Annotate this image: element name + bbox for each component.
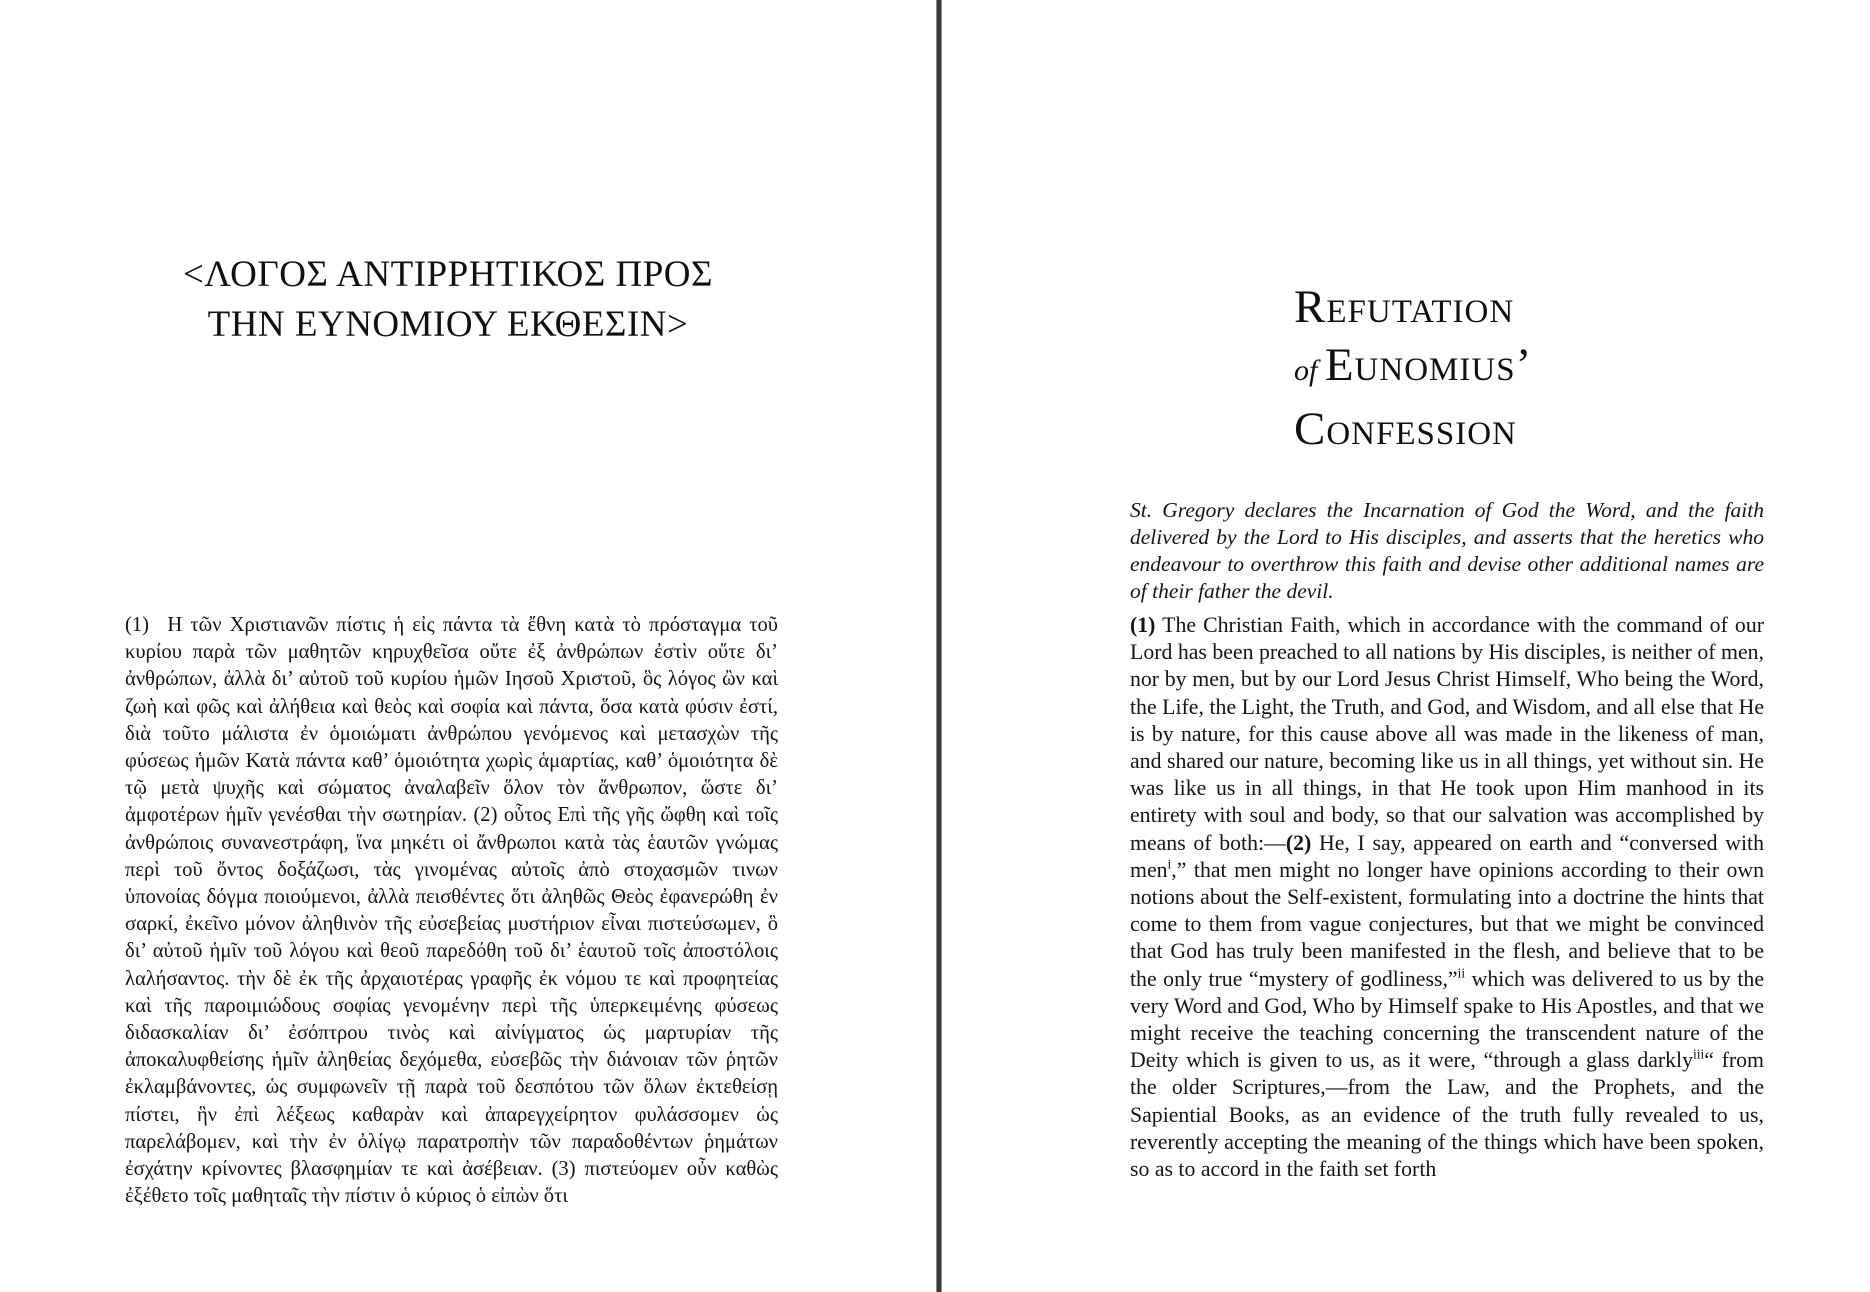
footnote-ref-ii: ii	[1457, 965, 1466, 981]
title-line-eunomius: Eunomius’	[1324, 339, 1533, 391]
greek-body-paragraph: (1) Η τῶν Χριστιανῶν πίστις ἡ εἰς πάντα τὰ ἔθνη κατὰ τὸ πρόσταγμα τοῦ κυρίου παρὰ τῶν μαθητῶν κηρυχθεῖσα οὔτε ἐξ ἀνθρώπων ἐστὶν οὔτε δι’ ἀνθρώπων, ἀλλὰ δι’ αὐτοῦ τοῦ κυρίου ἡμῶν Ιησοῦ Χριστοῦ, ὃς λόγος ὢν καὶ ζωὴ καὶ φῶς καὶ ἀλήθεια καὶ θεὸς καὶ σοφία καὶ πάντα, ὅσα κατὰ φύσιν ἐστί, διὰ τοῦτο μάλιστα ἐν ὁμοιώματι ἀνθρώπου γενόμενος καὶ μετασχὼν τῆς φύσεως ἡμῶν Κατὰ πάντα καθ’ ὁμοιότητα χωρὶς ἁμαρτίας, καθ’ ὁμοιότητα δὲ τῷ μετὰ ψυχῆς καὶ σώματος ἀναλαβεῖν ὅλον τὸν ἄνθρωπον, ὥστε δι’ ἀμφοτέρων ἡμῖν γενέσθαι τὴν σωτηρίαν. (2) οὗτος Επὶ τῆς γῆς ὤφθη καὶ τοῖς ἀνθρώποις συνανεστράφη, ἵνα μηκέτι οἱ ἄνθρωποι κατὰ τὰς ἑαυτῶν γνώμας περὶ τοῦ ὄντος δοξάζωσι, τὰς γινομένας αὐτοῖς ἀπὸ στοχασμῶν τινων ὑπονοίας δόγμα ποιούμενοι, ἀλλὰ πεισθέντες ὅτι ἀληθῶς Θεὸς ἐφανερώθη ἐν σαρκί, ἐκεῖνο μόνον ἀληθινὸν τῆς εὐσεβείας μυστήριον εἶναι πιστεύσωμεν, ὃ δι’ αὐτοῦ ἡμῖν τοῦ λόγου καὶ θεοῦ παρεδόθη τοῦ δι’ ἑαυτοῦ τοῖς ἀποστόλοις λαλήσαντος. τὴν δὲ ἐκ τῆς ἀρχαιοτέρας γραφῆς ἐκ νόμου τε καὶ προφητείας καὶ τῆς παροιμιώδους σοφίας γενομένην περὶ τῆς ὑπερκειμένης φύσεως διδασκαλίαν δι’ ἐσόπτρου τινὸς καὶ αἰνίγματος ὡς μαρτυρίαν τῆς ἀποκαλυφθείσης ἡμῖν ἀληθείας δεχόμεθα, εὐσεβῶς τὴν διάνοιαν τῶν ῥητῶν ἐκλαμβάνοντες, ὡς συμφωνεῖν τῇ παρὰ τοῦ δεσπότου τῶν ὅλων ἐκτεθείσῃ πίστει, ἣν ἐπὶ λέξεως καθαρὰν καὶ ἀπαρεγχείρητον φυλάσσομεν ὡς παρελάβομεν, καὶ τὴν ἐν ὀλίγῳ παρατροπὴν τῶν παραδοθέντων ῥημάτων ἐσχάτην κρίνοντες βλασφημίαν τε καὶ ἀσέβειαν. (3) πιστεύομεν οὖν καθὼς ἐξέθετο τοῖς μαθηταῖς τὴν πίστιν ὁ κύριος ὁ εἰπὼν ὅτι	[125, 614, 778, 1208]
english-body-paragraph	[1130, 612, 1764, 1183]
chapter-summary-italic: St. Gregory declares the Incarnation of God the Word, and the faith delivered by the Lord to His disciples, and asserts that the heretics who endeavour to overthrow this faith and devise other additional names are of their father the devil.	[1130, 498, 1764, 603]
title-line-refutation: Refutation	[1294, 281, 1515, 333]
body-segment-3: ,” that men might no longer have opinions according to their own notions about the Self-existent, formulating into a doctrine the hints that come to them from vague conjectures, but that we might be convinced that God has truly been manifested in the flesh, and believe that to be the only true “mystery of godliness,”	[1130, 857, 1764, 991]
body-segment-2: He, I say, appeared on earth and “conversed with men	[1130, 830, 1764, 882]
footnote-ref-iii: iii	[1693, 1046, 1705, 1062]
body-segment-1: The Christian Faith, which in accordance with the command of our Lord has been preached to all nations by His disciples, is neither of men, nor by men, but by our Lord Jesus Christ Himself, Who being the Word, the Life, the Light, the Truth, and God, and Wisdom, and all else that He is by nature, for this cause above all was made in the likeness of man, and shared our nature, becoming like us in all things, yet without sin. He was like us in all things, in that He took upon Him manhood in its entirety with soul and body, so that our salvation was accomplished by means of both:—	[1130, 613, 1764, 855]
english-chapter-title	[1294, 278, 1532, 458]
body-segment-5: “ from the older Scriptures,—from the Law, and the Prophets, and the Sapiential Books, as an evidence of the truth fully revealed to us, reverently accepting the meaning of the things which have been spoken, so as to accord in the faith set forth	[1130, 1048, 1764, 1182]
section-number-2: (2)	[1285, 830, 1312, 855]
greek-title-line2: ΤΗΝ ΕΥΝΟΜΙΟΥ ΕΚΘΕΣΙΝ>	[207, 304, 689, 345]
title-line-confession: Confession	[1294, 403, 1517, 455]
title-of-word: of	[1294, 354, 1325, 387]
footnote-ref-i: i	[1167, 856, 1172, 872]
body-segment-4: which was delivered to us by the very Word and God, Who by Himself spake to His Apostles, and that we might receive the teaching concerning the transcendent nature of the Deity which is given to us, as it were, “through a glass darkly	[1130, 966, 1764, 1073]
greek-chapter-title	[118, 250, 778, 350]
section-number-1: (1)	[1130, 613, 1156, 637]
page-gutter-divider	[936, 0, 942, 1292]
greek-title-line1: <ΛΟΓΟΣ ΑΝΤΙΡΡΗΤΙΚΟΣ ΠΡΟΣ	[182, 254, 714, 295]
